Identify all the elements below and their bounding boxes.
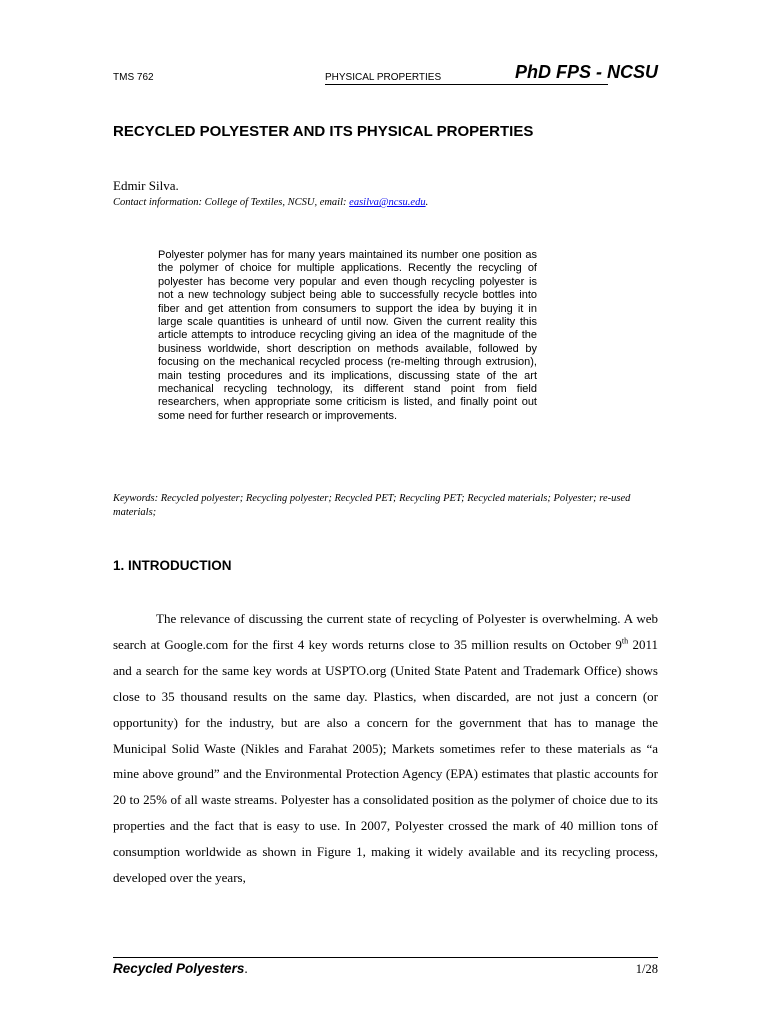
footer-title-period: . <box>244 961 248 976</box>
introduction-paragraph <box>113 606 658 891</box>
email-link[interactable]: easilva@ncsu.edu <box>349 197 426 208</box>
introduction-text-rest: 2011 and a search for the same key words at USPTO.org (United State Patent and Trademark Office) shows close to 35 thousand results on the same day. Plastics, when discarded, are not just a concern (or opportunity) for the industry, but are also a concern for the government that has to manage the Municipal Solid Waste (Nikles and Farahat 2005); Markets sometimes refer to these materials as “a mine above ground” and the Environmental Protection Agency (EPA) estimates that plastic accounts for 20 to 25% of all waste streams. Polyester has a consolidated position as the polymer of choice due to its properties and the fact that is easy to use. In 2007, Polyester crossed the mark of 40 million tons of consumption worldwide as shown in Figure 1, making it widely available and its recycling process, developed over the years, <box>113 636 658 886</box>
footer-title-text: Recycled Polyesters <box>113 961 245 976</box>
contact-suffix: . <box>425 197 429 208</box>
paper-title: RECYCLED POLYESTER AND ITS PHYSICAL PROPERTIES <box>113 123 534 140</box>
footer-rule <box>113 957 658 958</box>
contact-information <box>113 197 428 208</box>
section-heading-introduction: 1. INTRODUCTION <box>113 558 232 573</box>
abstract: Polyester polymer has for many years maintained its number one position as the polymer of choice for multiple applications. Recently the recycling of polyester has become very popular and even though recycling polyester is not a new technology subject being able to successfully recycle bottles into fiber and get attention from consumers to support the idea by buying it in large scale quantities is unheard of until now. Given the current reality this article attempts to introduce recycling giving an idea of the magnitude of the business worldwide, short description on methods available, followed by focusing on the mechanical recycled process (re-melting through extrusion), main testing procedures and its implications, discussing state of the art mechanical recycling technology, its different stand point from field researchers, when appropriate some criticism is listed, and finally point out some need for further research or improvements. <box>158 249 537 422</box>
header-program: PhD FPS - NCSU <box>514 62 658 82</box>
footer-title <box>113 961 248 977</box>
page-header <box>113 62 658 86</box>
header-course-code: TMS 762 <box>113 72 154 83</box>
page-number: 1/28 <box>635 962 658 976</box>
date-superscript: th <box>621 636 629 646</box>
header-rule <box>325 84 608 85</box>
contact-prefix: Contact information: College of Textiles, NCSU, email: <box>113 197 350 208</box>
header-section-name: PHYSICAL PROPERTIES <box>325 72 442 83</box>
author-name: Edmir Silva. <box>113 178 179 193</box>
keywords: Keywords: Recycled polyester; Recycling polyester; Recycled PET; Recycling PET; Recycled materials; Polyester; re-used materials; <box>113 493 631 518</box>
introduction-text-start: The relevance of discussing the current state of recycling of Polyester is overwhelming. A web search at Google.com for the first 4 key words returns close to 35 million results on October 9 <box>113 611 658 652</box>
